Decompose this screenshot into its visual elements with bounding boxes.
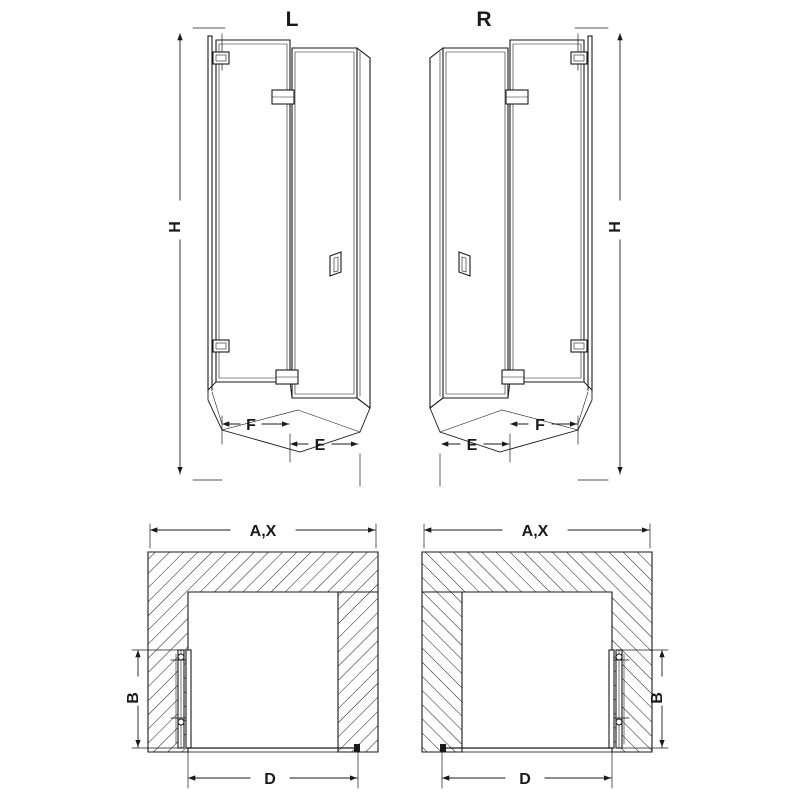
dim-label-f-left: F	[246, 417, 256, 434]
dim-label-b-right: B	[649, 692, 666, 704]
dim-label-d-right: D	[519, 771, 531, 788]
elevation-right-group	[430, 28, 620, 486]
dim-label-ax-left: A,X	[249, 523, 277, 540]
dim-label-e-right: E	[466, 437, 478, 454]
view-title-left: L	[285, 8, 299, 31]
dim-label-b-left: B	[125, 692, 142, 704]
view-title-right: R	[476, 8, 492, 31]
dim-label-d-left: D	[264, 771, 276, 788]
dim-label-e-left: E	[314, 437, 326, 454]
dim-label-ax-right: A,X	[521, 523, 549, 540]
elevation-left-group	[180, 28, 370, 486]
plan-right-group	[422, 524, 668, 788]
dim-label-h-left: H	[167, 221, 184, 233]
plan-left-group	[132, 524, 378, 788]
dim-label-h-right: H	[607, 221, 624, 233]
dim-label-f-right: F	[535, 417, 545, 434]
